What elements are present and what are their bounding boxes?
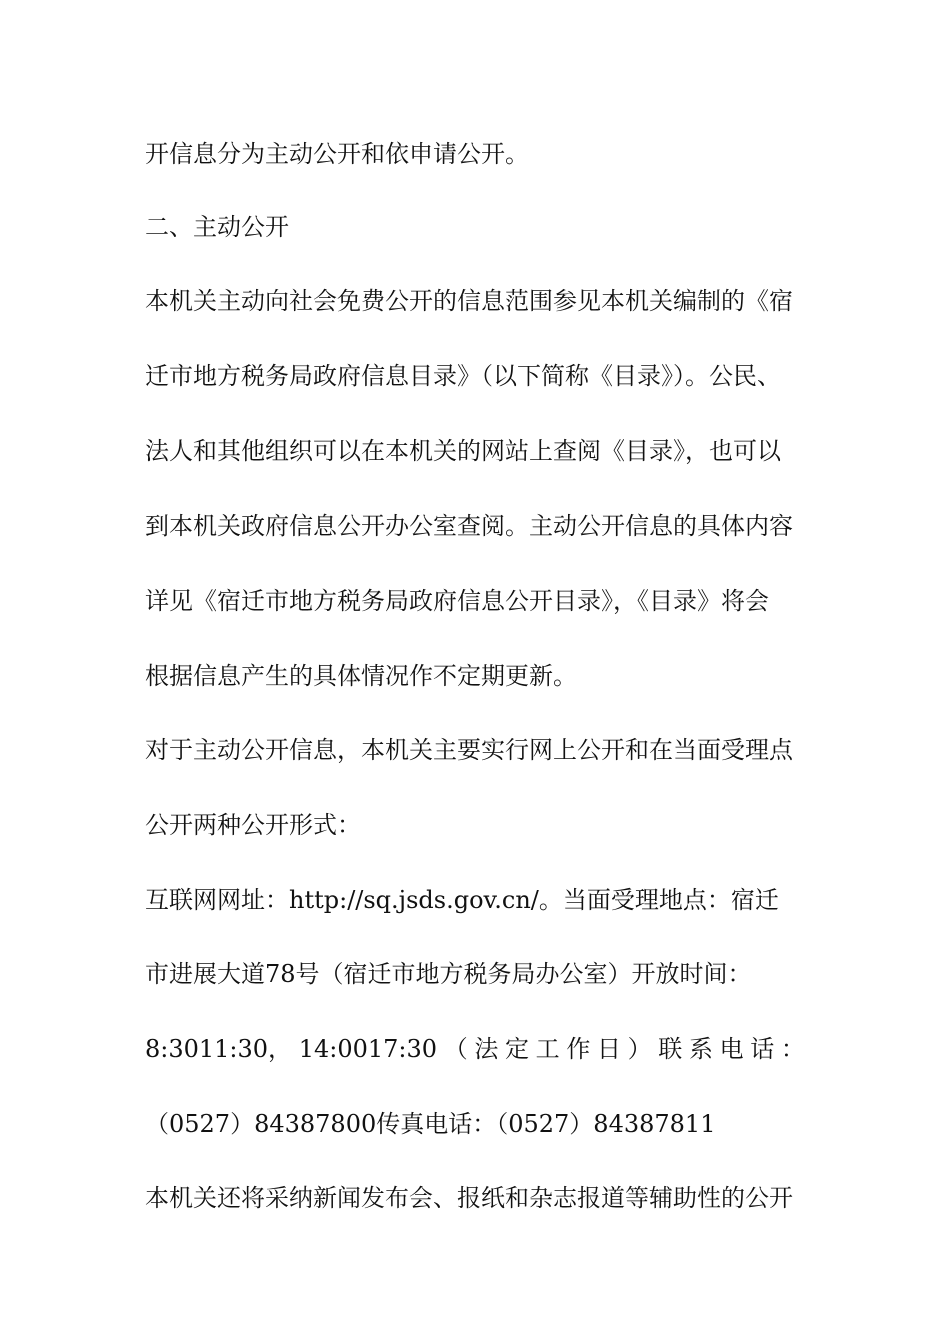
justified-char: 工	[535, 1035, 560, 1063]
paragraph-line: 对于主动公开信息，本机关主要实行网上公开和在当面受理点	[145, 736, 793, 764]
justified-char: 作	[566, 1035, 591, 1063]
paragraph-line: 互联网网址：http://sq.jsds.gov.cn/。当面受理地点：宿迁	[145, 886, 779, 914]
justified-char: 联	[658, 1035, 683, 1063]
office-hours-afternoon: 14:0017:30	[298, 1035, 438, 1063]
justified-char: 系	[688, 1035, 713, 1063]
justified-char: 日	[596, 1035, 621, 1063]
paragraph-line: 详见《宿迁市地方税务局政府信息公开目录》，《目录》将会	[145, 587, 769, 615]
justified-char: 电	[719, 1035, 744, 1063]
paragraph-line: 市进展大道78号（宿迁市地方税务局办公室）开放时间：	[145, 960, 752, 988]
phone-fax-line: （0527）84387800传真电话：（0527）84387811	[145, 1110, 716, 1138]
justified-char: 法	[474, 1035, 499, 1063]
justified-char: （	[443, 1035, 468, 1063]
paragraph-line: 根据信息产生的具体情况作不定期更新。	[145, 662, 577, 690]
paragraph-line: 开信息分为主动公开和依申请公开。	[145, 140, 529, 168]
justified-char: 定	[505, 1035, 530, 1063]
paragraph-line: 到本机关政府信息公开办公室查阅。主动公开信息的具体内容	[145, 512, 793, 540]
paragraph-line: 本机关还将采纳新闻发布会、报纸和杂志报道等辅助性的公开	[145, 1184, 793, 1212]
paragraph-line: 本机关主动向社会免费公开的信息范围参见本机关编制的《宿	[145, 287, 793, 315]
justified-char: ）	[627, 1035, 652, 1063]
office-hours-line	[145, 1034, 805, 1064]
justified-char: 话	[750, 1035, 775, 1063]
paragraph-line: 法人和其他组织可以在本机关的网站上查阅《目录》，也可以	[145, 437, 781, 465]
paragraph-line: 公开两种公开形式：	[145, 811, 361, 839]
office-hours-morning: 8:3011:30，	[145, 1035, 293, 1063]
paragraph-line: 迁市地方税务局政府信息目录》（以下简称《目录》）。公民、	[145, 362, 781, 390]
justified-char: ：	[780, 1035, 805, 1063]
section-heading: 二、主动公开	[145, 213, 289, 241]
